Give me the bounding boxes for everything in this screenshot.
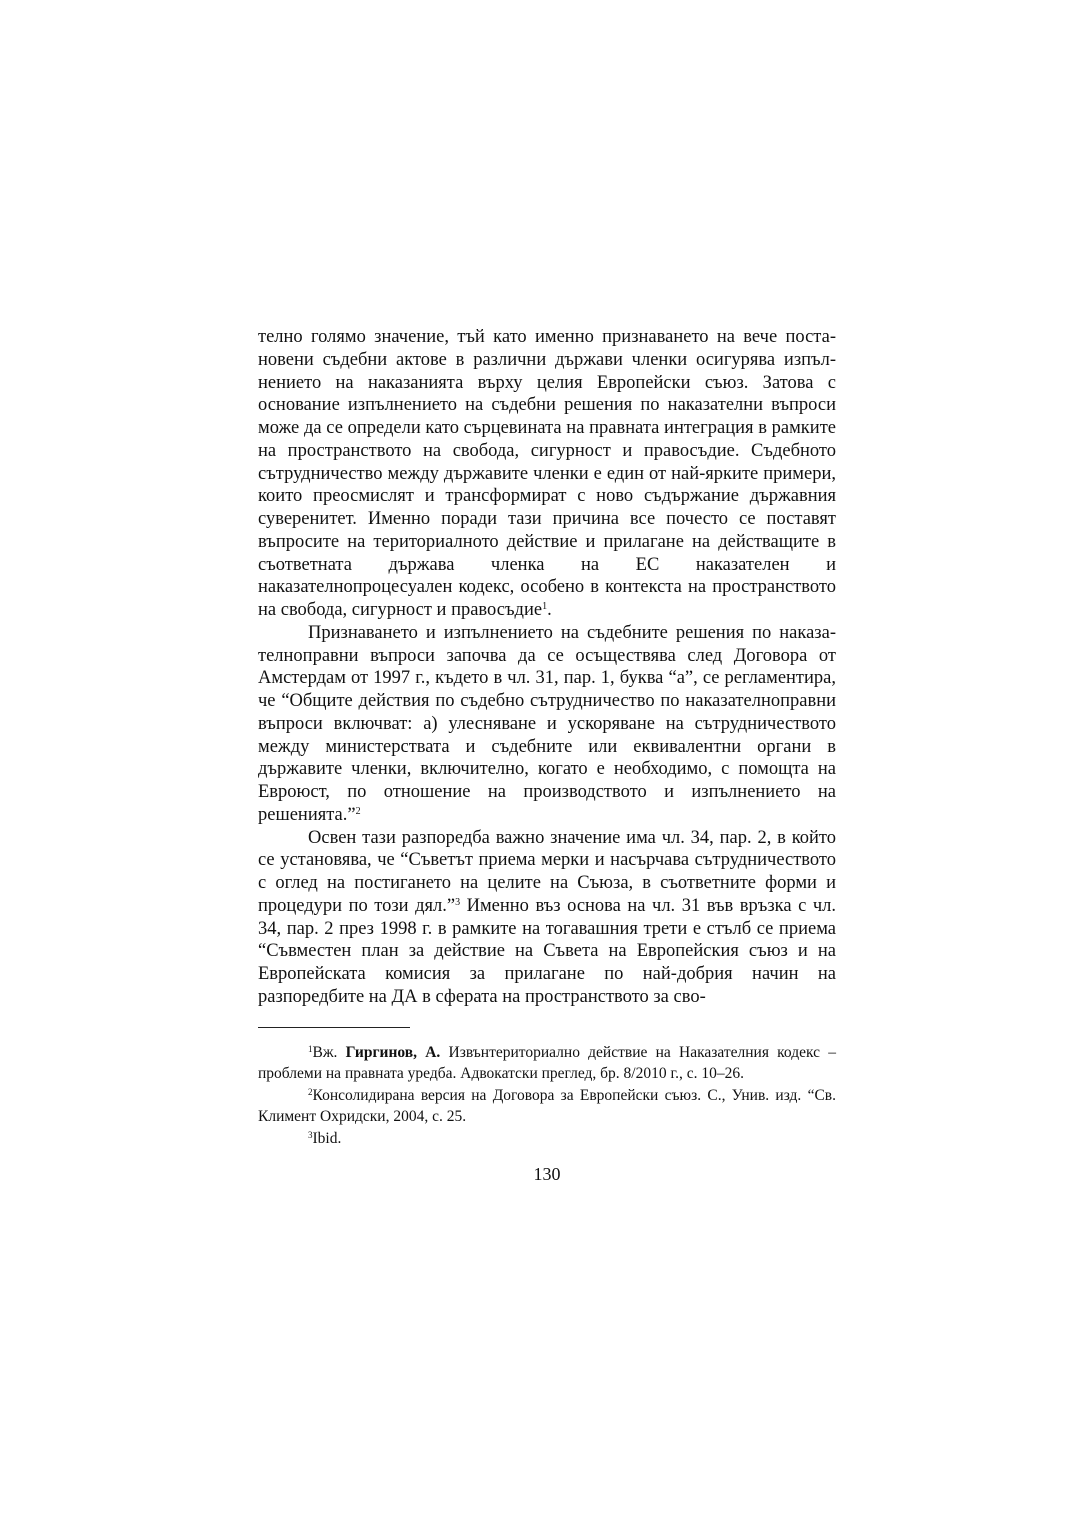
footnote-prefix: Вж. xyxy=(312,1043,346,1061)
footnote-number: 2 xyxy=(308,1086,313,1097)
footnote xyxy=(258,1085,836,1128)
footnote-ref: 1 xyxy=(542,601,548,612)
main-text xyxy=(258,326,836,1009)
page-number: 130 xyxy=(533,1164,561,1184)
footnote-separator xyxy=(258,1027,410,1028)
footnote-text: Извънтериториално действие на Наказателния кодекс – проблеми на правната уредба. Адвокатски преглед, бр. 8/2010 г., с. 10–26. xyxy=(258,1043,836,1082)
footnote-author: Гиргинов, А. xyxy=(345,1043,441,1061)
book-page xyxy=(258,326,836,1185)
footnote xyxy=(258,1042,836,1085)
paragraph-text: Признаването и изпълнението на съдебните решения по наказателноправни въпроси започва да се осъществява след Договора от Амстердам от 1997 г., където в чл. 31, пар. 1, буква “а”, се регламентира, че “Общите действия по съдебно сътрудничество по наказателноправни въпроси включват: а) улесняване и ускоряване на сътрудничеството между министерствата и съдебните или еквивалентни органи в държавите членки, включително, когато е необходимо, с помощта на Евроюст, по отношение на производството и изпълнението на решенията.” xyxy=(258,622,836,825)
footnote-text: Ibid. xyxy=(312,1129,342,1147)
paragraph-text: телно голямо значение, тъй като именно признаването на вече постановени съдебни актове в различни държави членки осигурява изпълнението на наказанията върху целия Европейски съюз. Затова с основание изпълнението на съдебни решения по наказателни въпроси може да се определи като сърцевината на правната интеграция в рамките на пространството на свобода, сигурност и правосъдие. Съдебното сътрудничество между държавите членки е един от най-ярките примери, които преосмислят и трансформират с ново съдържание държавния суверенитет. Именно поради тази причина все почесто се поставят въпросите на териториалното действие и прилагане на действащите в съответната държава членка на ЕС наказателен и наказателнопроцесуален кодекс, особено в контекста на пространството на свобода, сигурност и правосъдие xyxy=(258,327,836,620)
paragraph-tail: Именно въз основа на чл. 31 във връзка с чл. 34, пар. 2 през 1998 г. в рамките на тогавашния трети е стълб се приема “Съвместен план за действие на Съвета на Европейския съюз и на Европейската комисия за прилагане по най-добрия начин на разпоредбите на ДА в сферата на пространството за сво- xyxy=(258,895,836,1007)
paragraph xyxy=(258,827,836,1009)
footnote-ref: 3 xyxy=(455,896,461,908)
footnote-number: 3 xyxy=(308,1129,313,1140)
paragraph-tail: . xyxy=(547,600,552,620)
footnote-ref: 2 xyxy=(355,805,361,817)
footnotes xyxy=(258,1042,836,1150)
paragraph xyxy=(258,622,836,827)
footnote-text: Консолидирана версия на Договора за Европейски съюз. С., Унив. изд. “Св. Климент Охридски, 2004, с. 25. xyxy=(258,1086,836,1125)
paragraph-text: Освен тази разпоредба важно значение има чл. 34, пар. 2, в който се установява, че “Съветът приема мерки и насърчава сътрудничеството с оглед на постигането на целите на Съюза, в съответните форми и процедури по този дял.” xyxy=(258,827,836,916)
footnote-number: 1 xyxy=(308,1043,313,1054)
paragraph xyxy=(258,326,836,622)
footnote xyxy=(258,1128,836,1150)
